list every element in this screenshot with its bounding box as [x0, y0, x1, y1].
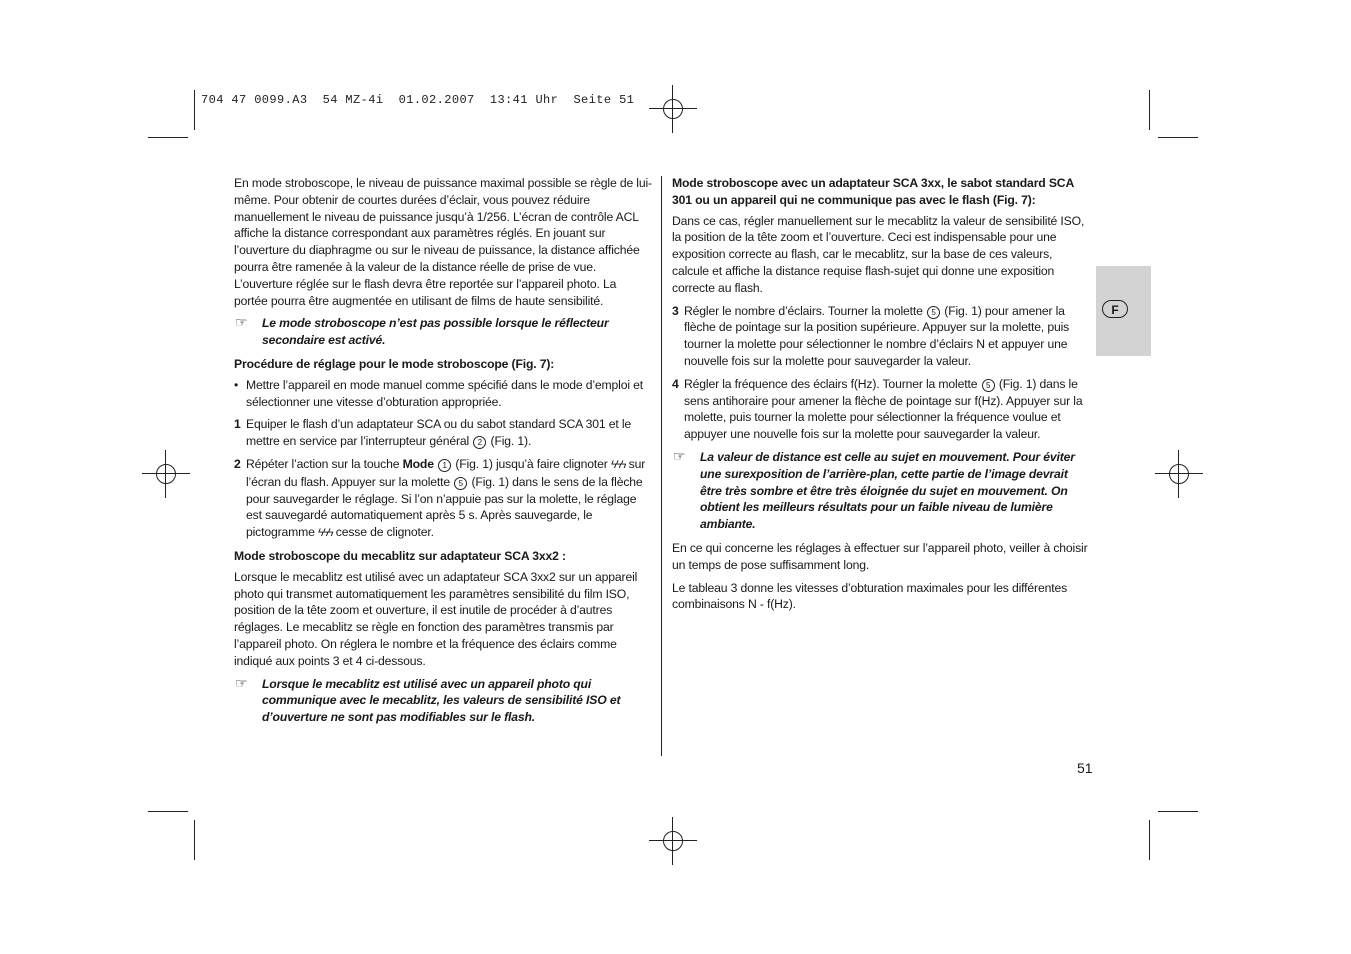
- right-column: [672, 175, 1092, 619]
- step-text: Répéter l’action sur la touche: [246, 456, 400, 471]
- crop-mark: [1158, 137, 1198, 138]
- step-number: 4: [672, 376, 679, 391]
- list-item: [234, 377, 652, 411]
- registration-mark: [1155, 450, 1203, 498]
- section-heading: Procédure de réglage pour le mode stroboscope (Fig. 7):: [234, 356, 555, 371]
- strobe-icon: ϟϟϟ: [318, 527, 333, 540]
- step-number: 3: [672, 303, 679, 318]
- step-number: 1: [234, 417, 241, 432]
- step-text: (Fig. 1) jusqu’à faire clignoter: [455, 456, 608, 471]
- note-text: Lorsque le mecablitz est utilisé avec un appareil photo qui communique avec le mecablitz, les valeurs de sensibilité ISO et d’ouverture ne sont pas modifiables sur le flash.: [262, 676, 621, 725]
- note-distance: [672, 449, 1092, 533]
- crop-mark: [1158, 811, 1198, 812]
- pointing-hand-icon: ☞: [235, 314, 248, 331]
- paragraph: En ce qui concerne les réglages à effectuer sur l’appareil photo, veiller à choisir un temps de pose suffisamment long.: [672, 540, 1088, 572]
- list-item-text: Mettre l’appareil en mode manuel comme spécifié dans le mode d’emploi et sélectionner une vitesse d’obturation appropriée.: [246, 377, 644, 409]
- step-text: (Fig. 1) pour amener la flèche de pointage sur la position supérieure. Appuyer sur la molette, puis tourner la molette pour sélectionner le nombre d’éclairs N et appuyer une nouvelle fois sur la molette pour sauvegarder la valeur.: [684, 303, 1070, 368]
- step-text: Régler le nombre d’éclairs. Tourner la molette: [684, 303, 923, 318]
- registration-mark: [649, 817, 697, 865]
- crop-mark: [194, 90, 195, 130]
- crop-mark: [148, 137, 188, 138]
- pointing-hand-icon: ☞: [673, 447, 686, 464]
- paragraph: Lorsque le mecablitz est utilisé avec un adaptateur SCA 3xx2 sur un appareil photo qui transmet automatiquement les paramètres sensibilité du film ISO, position de la tête zoom et ouverture, il est inutile de procéder à d’autres réglages. Le mecablitz se règle en fonction des paramètres transmis par l’appareil photo. On réglera le nombre et la fréquence des éclairs comme indiqué aux points 3 et 4 ci-dessous.: [234, 569, 638, 668]
- circled-number: 1: [438, 459, 451, 472]
- step-text: Régler la fréquence des éclairs f(Hz). Tourner la molette: [684, 376, 978, 391]
- paragraph: Le tableau 3 donne les vitesses d’obturation maximales pour les différentes combinaisons N - f(Hz).: [672, 580, 1068, 612]
- mode-key-label: Mode: [402, 456, 434, 471]
- step-3: [672, 303, 1092, 370]
- note-text: Le mode stroboscope n’est pas possible lorsque le réflecteur secondaire est activé.: [262, 316, 609, 348]
- section-heading: Mode stroboscope avec un adaptateur SCA 3xx, le sabot standard SCA 301 ou un appareil qui ne communique pas avec le flash (Fig. 7):: [672, 176, 1074, 207]
- crop-mark: [148, 811, 188, 812]
- step-text: sur l’écran du flash. Appuyer sur la molette: [246, 456, 646, 489]
- page-number: 51: [1077, 760, 1093, 776]
- step-text: (Fig. 1).: [490, 434, 532, 449]
- step-2: [234, 456, 652, 542]
- circled-number: 5: [454, 477, 467, 490]
- step-text: (Fig. 1) dans le sens antihoraire pour amener la flèche de pointage sur f(Hz). Appuyer sur la molette, puis tourner la molette pour sélectionner la fréquence voulue et appuyer une nouvelle fois sur la molette pour sauvegarder la valeur.: [684, 376, 1083, 442]
- crop-mark: [1149, 90, 1150, 130]
- crop-mark: [1149, 820, 1150, 860]
- column-divider: [661, 176, 662, 756]
- step-number: 2: [234, 456, 241, 471]
- circled-number: 5: [982, 379, 995, 392]
- step-text: cesse de clignoter.: [335, 525, 434, 540]
- step-4: [672, 376, 1092, 443]
- circled-number: 5: [927, 306, 940, 319]
- registration-mark: [142, 450, 190, 498]
- note-reflector: [234, 315, 652, 349]
- strobe-icon: ϟϟϟ: [610, 458, 626, 471]
- section-heading: Mode stroboscope du mecablitz sur adaptateur SCA 3xx2 :: [234, 548, 566, 563]
- paragraph: Dans ce cas, régler manuellement sur le mecablitz la valeur de sensibilité ISO, la position de la tête zoom et l’ouverture. Ceci est indispensable pour une exposition correcte au flash, car le mecablitz, sur la base de ces valeurs, calcule et affiche la distance requise flash-sujet qui donne une exposition correcte au flash.: [672, 213, 1085, 295]
- crop-mark: [194, 820, 195, 860]
- note-text: La valeur de distance est celle au sujet en mouvement. Pour éviter une surexposition de l’arrière-plan, cette partie de l’image devrait être très sombre et être très éloignée du sujet en mouvement. On obtient les meilleurs résultats pour un faible niveau de lumière ambiante.: [700, 449, 1075, 532]
- step-text: Equiper le flash d’un adaptateur SCA ou du sabot standard SCA 301 et le mettre en service par l’interrupteur général: [246, 417, 632, 449]
- circled-number: 2: [473, 436, 486, 449]
- step-text: (Fig. 1) dans le sens de la flèche pour sauvegarder le réglage. Si l’on n’appuie pas sur la molette, le réglage est sauvegardé automatiquement après 5 s. Après sauvegarde, le pictogramme: [246, 474, 643, 540]
- registration-mark: [649, 85, 697, 133]
- intro-paragraph: En mode stroboscope, le niveau de puissance maximal possible se règle de lui-même. Pour obtenir de courtes durées d’éclair, vous pouvez réduire manuellement le niveau de puissance jusqu’à 1/256. L’écran de contrôle ACL affiche la distance correspondant aux paramètres réglés. En jouant sur l’ouverture du diaphragme ou sur le niveau de puissance, la distance affichée pourra être ramenée à la valeur de la distance réelle de prise de vue. L’ouverture réglée sur le flash devra être reportée sur l’appareil photo. La portée pourra être augmentée en utilisant de films de haute sensibilité.: [234, 176, 652, 308]
- language-tab-letter: F: [1102, 300, 1128, 318]
- step-1: [234, 416, 652, 450]
- print-slug: 704 47 0099.A3 54 MZ-4i 01.02.2007 13:41 Uhr Seite 51: [201, 93, 635, 107]
- bullet: •: [234, 377, 239, 392]
- left-column: [234, 175, 652, 733]
- note-iso: [234, 676, 652, 726]
- pointing-hand-icon: ☞: [235, 674, 248, 691]
